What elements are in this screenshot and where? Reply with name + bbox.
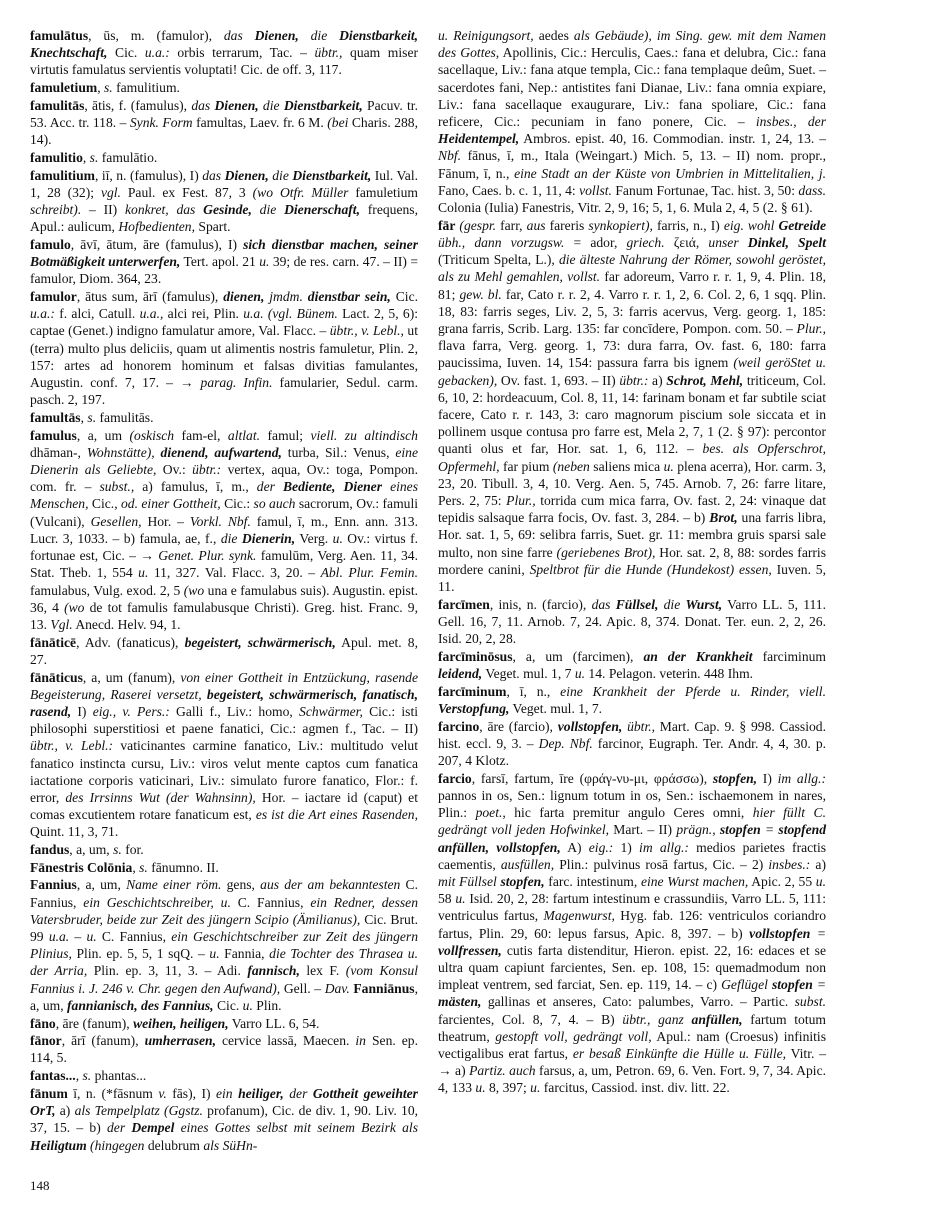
entry-definition: ī, n. (*fāsnum v. fās), I) ein heiliger, der Gottheit geweihter OrT, a) als Tempelplatz (Ggstz. profanum), Cic. de div. 1, 90. Liv. 10, 37, 15. – b) der Dempel eines Gottes selbst mit seinem Bezirk als Heiligtum (hingegen delubrum als SüHn- bbox=[30, 1085, 419, 1153]
entry-headword: farcīminōsus bbox=[438, 648, 513, 664]
entry-headword: farcīmen bbox=[438, 596, 490, 612]
entry-definition: , a, um (farcimen), an der Krankheit farciminum leidend, Veget. mul. 1, 7 u. 14. Pelagon. veterin. 448 Ihm. bbox=[438, 648, 826, 682]
dictionary-entry bbox=[30, 1085, 418, 1154]
entry-headword: fānāticus bbox=[30, 669, 83, 685]
entry-headword: famulus bbox=[30, 427, 77, 443]
entry-definition: , farsī, fartum, īre (φράγ-νυ-μι, φράσσω), stopfen, I) im allg.: pannos in os, Sen.: lignum totum in os, Sen.: ischaemonem in nares, Plin.: poet., hic farta premitur angulo Ceres omni, hier füllt C. gedrängt voll jeden Hofwinkel, Mart. – II) prägn., stopfen = stopfend anfüllen, vollstopfen, A) eig.: 1) im allg.: medios parietes fractis caementis, ausfüllen, Plin.: pulvinus rosā fartus, Cic. – 2) insbes.: a) mit Füllsel stopfen, farc. intestinum, eine Wurst machen, Apic. 2, 55 u. 58 u. Isid. 20, 2, 28: fartum intestinum e crassundiis, Varro LL. 5, 111: ventriculus fartus, Magenwurst, Hyg. fab. 126: ventriculos coriandro fartus, Plin. 29, 60: lepus farsus, Apic. 8, 397. – b) vollstopfen = vollfressen, cutis farta distenditur, Hieron. epist. 22, 16: edaces et se ultra quam capiunt farcientes, Sen. ep. 108, 15: quemadmodum non impleat ventrem, sed farciat, Sen. ep. 119, 14. – c) Geflügel stopfen = mästen, gallinas et anseres, Cato: palumbes, Varro. – Partic. subst. farcientes, Col. 8, 7, 4. – B) übtr., ganz anfüllen, fartum totum theatrum, gestopft voll, gedrängt voll, Apul.: nam (Croesus) infinitis vectigalibus erat fartus, er besaß Einkünfte die Hülle u. Fülle, Vitr. – → a) Partiz. auch farsus, a, um, Petron. 69, 6. Ven. Fort. 9, 7, 34. Apic. 4, 133 u. 8, 397; u. farcitus, Cassiod. inst. div. litt. 22. bbox=[438, 770, 827, 1096]
entry-definition: , s. famulitās. bbox=[80, 409, 154, 425]
entry-definition: , a, um (fanum), von einer Gottheit in Entzückung, rasende Begeisterung, Raserei versetzt, begeistert, schwärmerisch, fanatisch, rasend, I) eig., v. Pers.: Galli f., Liv.: homo, Schwärmer, Cic.: isti philosophi superstitiosi et paene fanatici, Cic.: agmen f., Tac. – II) übtr., v. Lebl.: vaticinantes carmine fanatico, Liv.: multitudo velut fanatico instincta cursu, Liv.: viros velut mente captos cum fanatica iactatione corporis vaticinari, Liv.: simulato furore fanatico, Flor.: f. error, des Irrsinns Wut (der Wahnsinn), Hor. – iactare id (caput) et comas excutientem rotare fanaticum est, es ist die Art eines Rasenden, Quint. 11, 3, 71. bbox=[30, 669, 419, 840]
entry-headword: famulo bbox=[30, 236, 71, 252]
dictionary-entry bbox=[30, 634, 418, 668]
dictionary-entry bbox=[30, 79, 418, 96]
entry-definition: , a, um (oskisch fam-el, altlat. famul; viell. zu altindisch dhāman-, Wohnstätte), dienend, aufwartend, turba, Sil.: Venus, eine Dienerin als Geliebte, Ov.: übtr.: vertex, aqua, Ov.: toga, Pompon. com. fr. – subst., a) famulus, ī, m., der Bediente, Diener eines Menschen, Cic., od. einer Gottheit, Cic.: so auch sacrorum, Ov.: famuli (Vulcani), Gesellen, Hor. – Vorkl. Nbf. famul, ī, m., Enn. ann. 313. Lucr. 3, 1033. – b) famula, ae, f., die Dienerin, Verg. u. Ov.: virtus f. fortunae est, Cic. – → Genet. Plur. synk. famulūm, Verg. Aen. 11, 34. Stat. Theb. 1, 554 u. 11, 327. Val. Flacc. 3, 20. – Abl. Plur. Femin. famulabus, Vulg. exod. 2, 5 (wo una e famulabus suis). Augustin. epist. 36, 4 (wo de tot famulis famulabusque Christi). Greg. hist. Franc. 9, 13. Vgl. Anecd. Helv. 94, 1. bbox=[30, 427, 419, 632]
entry-headword: fantas... bbox=[30, 1068, 76, 1084]
entry-definition: , ūs, m. (famulor), das Dienen, die Dienstbarkeit, Knechtschaft, Cic. u.a.: orbis terrarum, Tac. – übtr., quam miser virtutis famulatus servientis voluptati! Cic. de off. 3, 117. bbox=[30, 28, 419, 78]
entry-definition: , s. phantas... bbox=[75, 1068, 147, 1084]
dictionary-entry bbox=[30, 288, 418, 408]
dictionary-entry bbox=[30, 27, 418, 79]
dictionary-entry bbox=[30, 236, 418, 288]
entry-definition: , ātis, f. (famulus), das Dienen, die Dienstbarkeit, Pacuv. tr. 53. Acc. tr. 118. – Synk. Form famultas, Laev. fr. 6 M. (bei Charis. 288, 14). bbox=[30, 97, 418, 148]
dictionary-entry bbox=[30, 1015, 418, 1032]
entry-definition: , ātus sum, ārī (famulus), dienen, jmdm. dienstbar sein, Cic. u.a.: f. alci, Catull. u.a., alci rei, Plin. u.a. (vgl. Bünem. Lact. 2, 5, 6): captae (Genet.) indigno famulatur amore, Val. Flacc. – übtr., v. Lebl., ut (terra) multo plus deliciis, quam ut alimentis nostris famuletur, Plin. 2, 157: artes ad honorem hominum et falsas divitias famulantes, Augustin. conf. 7, 17. – → parag. Infin. famularier, Sedul. carm. pasch. 2, 197. bbox=[30, 289, 419, 408]
entry-definition: , Adv. (fanaticus), begeistert, schwärmerisch, Apul. met. 8, 27. bbox=[30, 634, 418, 667]
entry-definition: , a, um, s. for. bbox=[69, 842, 144, 858]
dictionary-entry bbox=[438, 770, 826, 1097]
dictionary-entry bbox=[438, 596, 826, 648]
entry-headword: fār bbox=[438, 217, 456, 233]
dictionary-entry bbox=[438, 217, 826, 595]
entry-headword: famulor bbox=[30, 289, 77, 305]
entry-definition: , āvī, ātum, āre (famulus), I) sich dienstbar machen, seiner Botmäßigkeit unterwerfen, Tert. apol. 21 u. 39; de res. carn. 47. – II) = famulor, Diom. 364, 23. bbox=[30, 236, 418, 287]
entry-definition: , iī, n. (famulus), I) das Dienen, die Dienstbarkeit, Iul. Val. 1, 28 (32); vgl. Paul. ex Fest. 87, 3 (wo Otfr. Müller famuletium schreibt). – II) konkret, das Gesinde, die Dienerschaft, frequens, Apul.: aulicum, Hofbedienten, Spart. bbox=[30, 167, 418, 235]
dictionary-entry bbox=[30, 427, 418, 633]
entry-definition: , ārī (fanum), umherrasen, cervice lassā, Maecen. in Sen. ep. 114, 5. bbox=[30, 1033, 418, 1066]
entry-definition: , ī, n., eine Krankheit der Pferde u. Rinder, viell. Verstopfung, Veget. mul. 1, 7. bbox=[438, 683, 826, 716]
right-column bbox=[438, 27, 826, 1097]
entry-headword: fānor bbox=[30, 1033, 62, 1049]
entry-headword: famulitium bbox=[30, 167, 95, 183]
dictionary-entry bbox=[438, 27, 826, 216]
entry-definition: u. Reinigungsort, aedes als Gebäude), im Sing. gew. mit dem Namen des Gottes, Apollinis, Cic.: Herculis, Caes.: fana et delubra, Cic.: fana sacellaque, Liv.: fana atque templa, Cic.: fana templaque deûm, Suet. – sacerdotes fani, Nep.: antistites fani Dianae, Liv.: fana omnia expiare, Liv.: fana sacellaque exaugurare, Liv.: fana spoliare, Cic.: fana reficere, Cic.: pecuniam in fano ponere, Cic. – insbes., der Heidentempel, Ambros. epist. 40, 16. Commodian. instr. 1, 24, 13. – Nbf. fānus, ī, m., Itala (Weingart.) Mich. 5, 13. – II) nom. propr., Fānum, ī, n., eine Stadt an der Küste von Umbrien in Mittelitalien, j. Fano, Caes. b. c. 1, 11, 4: vollst. Fanum Fortunae, Tac. hist. 3, 50: dass. Colonia (Iulia) Fanestris, Vitr. 2, 9, 16; 5, 1, 6. Mula 2, 4, 5 (2. § 61). bbox=[438, 28, 827, 216]
dictionary-entry bbox=[30, 167, 418, 236]
entry-definition: , s. fānumno. II. bbox=[132, 859, 219, 875]
entry-headword: farcīminum bbox=[438, 683, 507, 699]
entry-headword: fāno bbox=[30, 1015, 56, 1031]
entry-definition: , a, um, Name einer röm. gens, aus der am bekanntesten C. Fannius, ein Geschichtschreiber, u. C. Fannius, ein Redner, dessen Vatersbruder, beide zur Zeit des jüngern Scipio (Ämilianus), Cic. Brut. 99 u.a. – u. C. Fannius, ein Geschichtschreiber zur Zeit des jüngern Plinius, Plin. ep. 5, 5, 1 sqQ. – u. Fannia, die Tochter des Thrasea u. der Arria, Plin. ep. 3, 11, 3. – Adi. fannisch, lex F. (vom Konsul Fannius i. J. 246 v. Chr. gegen den Aufwand), Gell. – Dav. Fanniānus, a, um, fannianisch, des Fannius, Cic. u. Plin. bbox=[30, 877, 419, 1013]
dictionary-entry bbox=[30, 876, 418, 1014]
entry-definition: , s. famulitium. bbox=[97, 80, 180, 96]
entry-headword: farcio bbox=[438, 770, 472, 786]
entry-headword: famultās bbox=[30, 409, 81, 425]
dictionary-entry bbox=[30, 409, 418, 426]
entry-headword: fānum bbox=[30, 1085, 68, 1101]
entry-headword: famulitio bbox=[30, 149, 83, 165]
dictionary-entry bbox=[30, 1032, 418, 1066]
entry-definition: , āre (fanum), weihen, heiligen, Varro LL. 6, 54. bbox=[55, 1015, 320, 1031]
dictionary-entry bbox=[30, 841, 418, 858]
entry-headword: famuletium bbox=[30, 80, 98, 96]
entry-headword: famulātus bbox=[30, 28, 89, 43]
entry-headword: fānāticē bbox=[30, 634, 77, 650]
entry-headword: farcino bbox=[438, 718, 480, 734]
dictionary-entry bbox=[30, 97, 418, 149]
left-column bbox=[30, 27, 418, 1154]
dictionary-entry bbox=[30, 669, 418, 841]
dictionary-entry bbox=[30, 859, 418, 876]
dictionary-entry bbox=[438, 718, 826, 770]
entry-definition: , inis, n. (farcio), das Füllsel, die Wurst, Varro LL. 5, 111. Gell. 16, 7, 11. Arnob. 7, 24. Apic. 8, 374. Donat. Ter. eun. 2, 2, 26. Isid. 20, 2, 28. bbox=[438, 596, 826, 647]
dictionary-entry bbox=[30, 149, 418, 166]
entry-definition: , āre (farcio), vollstopfen, übtr., Mart. Cap. 9. § 998. Cassiod. hist. eccl. 9, 3. – Dep. Nbf. farcinor, Eugraph. Ter. Andr. 4, 4, 30. p. 207, 4 Klotz. bbox=[438, 718, 827, 769]
entry-definition: (gespr. farr, aus fareris synkopiert), farris, n., I) eig. wohl Getreide übh., dann vorzugsw. = ador, griech. ζειά, unser Dinkel, Spelt (Triticum Spelta, L.), die älteste Nahrung der Römer, sowohl geröstet, als zu Mehl gemahlen, vollst. far adoreum, Varro r. r. 1, 9, 4. Plin. 18, 81; gew. bl. far, Cato r. r. 2, 4. Varro r. r. 1, 2, 6. Col. 2, 6, 1 sqq. Plin. 18, 83: farris seges, Liv. 2, 5, 3: farris acervus, Verg. georg. 1, 185: grana farris, Scrib. Larg. 135: far concīdere, Pompon. com. 50. – Plur., flava farra, Verg. georg. 1, 73: dura farra, Ov. fast. 6, 180: farra paucissima, Iuven. 14, 154: passura farra bis ignem (weil geröStet u. gebacken), Ov. fast. 1, 693. – II) übtr.: a) Schrot, Mehl, triticeum, Col. 6, 10, 2: hordeacuum, Col. 8, 11, 14: farinam bonam et far subtile sciat facere, Cato r. r. 143, 3: caro magnorum piscium sole siccata et in pollinem usque contusa pro farre est, Mela 2, 7, 1 (2. § 97): percontor quanti olus et far, Hor. sat. 1, 6, 112. – bes. als Opferschrot, Opfermehl, far pium (neben saliens mica u. plena acerra), Hor. carm. 3, 23, 20. Tibull. 3, 4, 10. Verg. Aen. 5, 745. Arnob. 7, 26: farre litare, Pers. 2, 75: Plur., torrida cum mica farra, Ov. fast. 2, 24: vinaque dat tepidis salsaque farra focis, Ov. fast. 3, 284. – b) Brot, una farris libra, Hor. sat. 1, 5, 69: selibra farris, Suet. gr. 11: membra gruis sparsi sale multo, non sine farre (geriebenes Brot), Hor. sat. 2, 8, 88: sordes farris mordere canini, Speltbrot für die Hunde (Hundekost) essen, Iuven. 5, 11. bbox=[438, 217, 827, 594]
entry-definition: , s. famulātio. bbox=[82, 149, 158, 165]
dictionary-entry bbox=[30, 1067, 418, 1084]
page-number: 148 bbox=[30, 1178, 50, 1193]
entry-headword: Fānestris Colōnia bbox=[30, 859, 133, 875]
dictionary-entry bbox=[438, 683, 826, 717]
entry-headword: Fannius bbox=[30, 877, 77, 893]
entry-headword: famulitās bbox=[30, 97, 85, 113]
dictionary-entry bbox=[438, 648, 826, 682]
entry-headword: fandus bbox=[30, 842, 70, 858]
